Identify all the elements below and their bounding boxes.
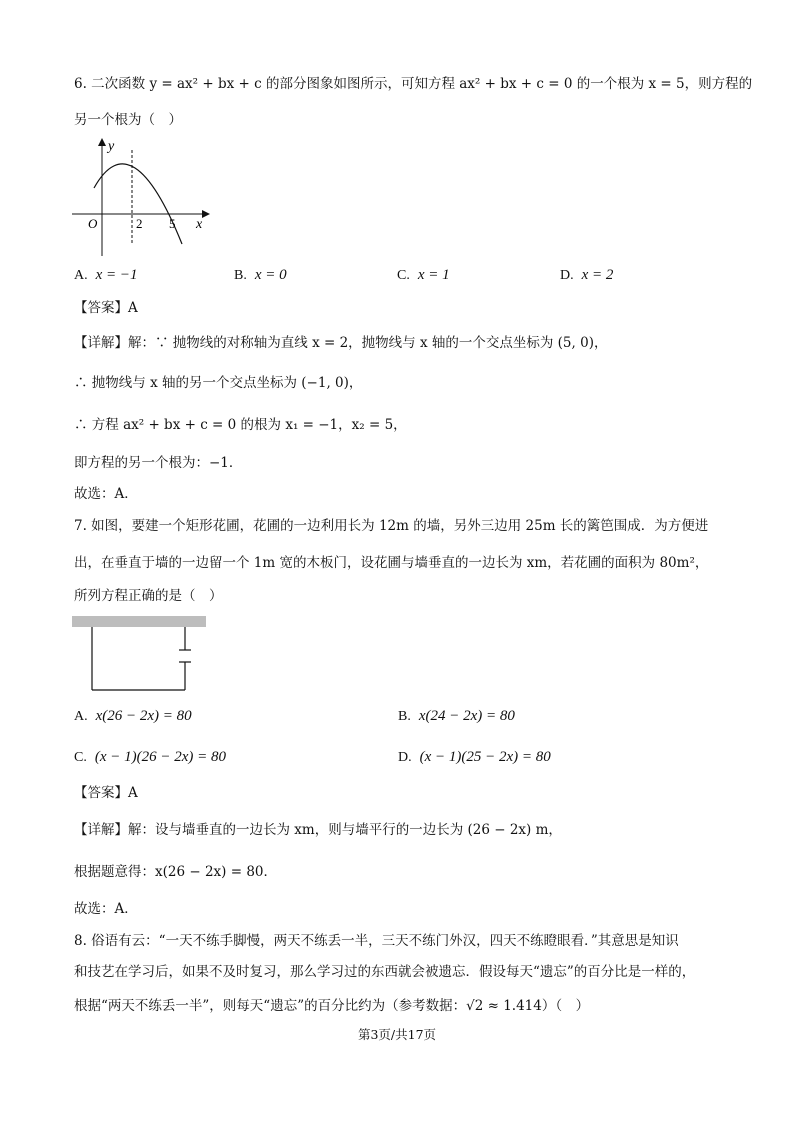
q6-detail-2: ∴ 抛物线与 x 轴的另一个交点坐标为 (−1, 0)， — [74, 375, 363, 391]
q6-choose: 故选：A． — [74, 486, 138, 502]
q6-answer: 【答案】A — [74, 300, 138, 316]
q6-detail-4: 即方程的另一个根为：−1． — [74, 455, 243, 471]
q7-stem-line2: 出，在垂直于墙的一边留一个 1m 宽的木板门，设花圃与墙垂直的一边长为 xm，若花圃的面积为 80m²， — [74, 555, 709, 571]
option-text: x(26 − 2x) = 80 — [95, 708, 192, 724]
option-text: (x − 1)(26 − 2x) = 80 — [94, 749, 227, 765]
option-letter: B. — [234, 268, 247, 283]
option-letter: A. — [74, 709, 88, 724]
q8-stem-line3: 根据“两天不练丢一半”，则每天“遗忘”的百分比约为（参考数据：√2 ≈ 1.414）（ ） — [74, 998, 590, 1014]
q7-garden-diagram — [72, 616, 208, 692]
parabola-curve — [94, 164, 182, 244]
q8-stem-line2: 和技艺在学习后，如果不及时复习，那么学习过的东西就会被遗忘．假设每天“遗忘”的百分比是一样的， — [74, 964, 696, 980]
x-axis-label: x — [196, 217, 203, 232]
q6-parabola-graph — [70, 138, 210, 258]
q6-detail-3: ∴ 方程 ax² + bx + c = 0 的根为 x₁ = −1，x₂ = 5， — [74, 417, 407, 433]
tick-label-5: 5 — [169, 216, 176, 231]
q6-option-a[interactable] — [74, 265, 138, 286]
y-axis-label: y — [108, 139, 115, 154]
q7-detail-1: 【详解】解：设与墙垂直的一边长为 xm，则与墙平行的一边长为 (26 − 2x) m， — [74, 822, 562, 838]
option-text: x(24 − 2x) = 80 — [418, 708, 515, 724]
wall — [72, 616, 206, 627]
y-axis-arrow — [98, 138, 106, 146]
q6-option-c[interactable] — [397, 265, 450, 286]
q6-option-b[interactable] — [234, 265, 287, 286]
q7-option-b[interactable] — [398, 706, 515, 727]
q7-option-d[interactable] — [398, 747, 551, 768]
option-letter: C. — [397, 268, 410, 283]
tick-label-2: 2 — [136, 216, 143, 231]
q7-choose: 故选：A． — [74, 901, 138, 917]
q6-option-d[interactable] — [560, 265, 613, 286]
option-letter: B. — [398, 709, 411, 724]
q7-stem-line3: 所列方程正确的是（ ） — [74, 588, 223, 604]
option-text: x = 2 — [581, 267, 614, 283]
option-letter: D. — [398, 750, 412, 765]
page-footer: 第3页/共17页 — [357, 1027, 437, 1042]
option-text: x = 0 — [254, 267, 287, 283]
q7-answer: 【答案】A — [74, 785, 138, 801]
option-letter: A. — [74, 268, 88, 283]
q7-option-a[interactable] — [74, 706, 192, 727]
option-letter: C. — [74, 750, 87, 765]
option-letter: D. — [560, 268, 574, 283]
q7-detail-2: 根据题意得：x(26 − 2x) = 80． — [74, 864, 277, 880]
origin-label: O — [88, 216, 98, 231]
q6-stem-line1: 6. 二次函数 y = ax² + bx + c 的部分图象如图所示，可知方程 ax² + bx + c = 0 的一个根为 x = 5，则方程的 — [74, 76, 753, 92]
q8-stem-line1: 8. 俗语有云：“一天不练手脚慢，两天不练丢一半，三天不练门外汉，四天不练瞪眼看．”其意思是知识 — [74, 933, 679, 949]
option-text: (x − 1)(25 − 2x) = 80 — [419, 749, 551, 765]
option-text: x = 1 — [417, 267, 450, 283]
q7-option-c[interactable] — [74, 747, 226, 768]
q6-stem-line2: 另一个根为（ ） — [74, 112, 182, 128]
option-text: x = −1 — [95, 267, 138, 283]
q7-stem-line1: 7. 如图，要建一个矩形花圃，花圃的一边利用长为 12m 的墙，另外三边用 25m 长的篱笆围成．为方便进 — [74, 518, 709, 534]
q6-detail-1: 【详解】解：∵ 抛物线的对称轴为直线 x = 2，抛物线与 x 轴的一个交点坐标为 (5, 0)， — [74, 335, 608, 351]
x-axis-arrow — [202, 210, 210, 218]
